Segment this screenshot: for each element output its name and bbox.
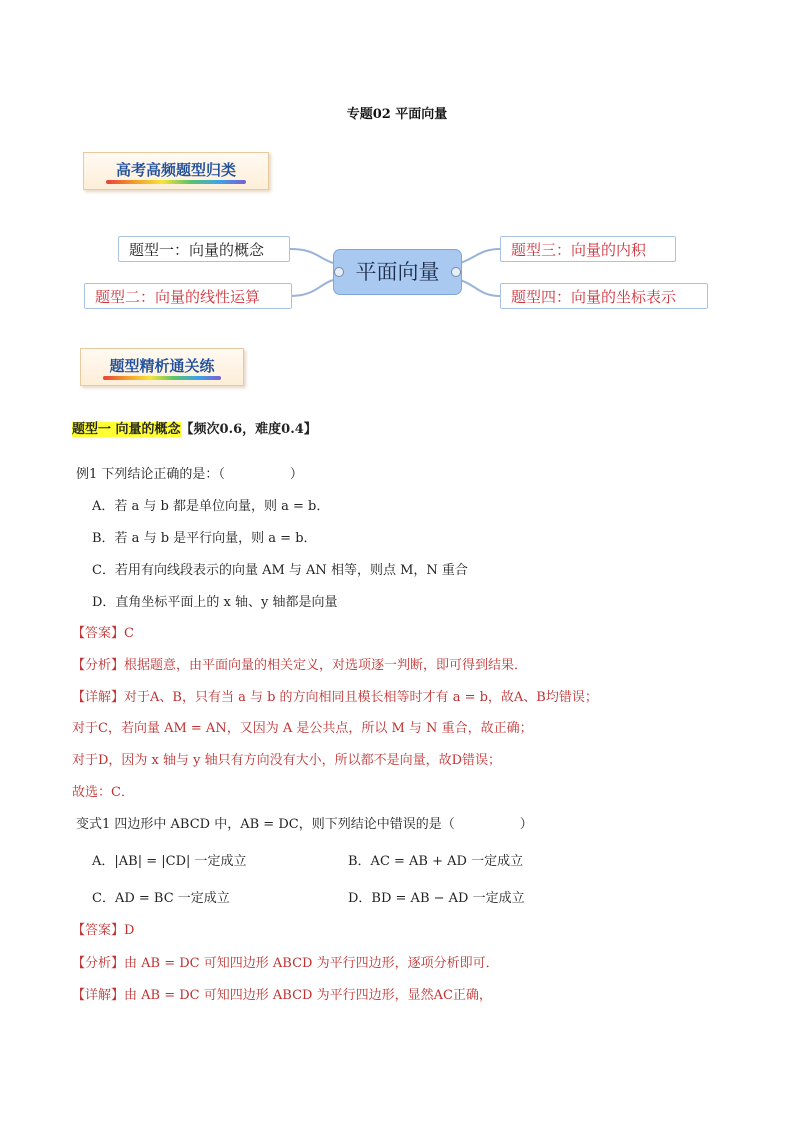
detail-line-5 <box>72 987 492 1005</box>
collapse-right-icon <box>451 267 461 277</box>
section-heading <box>72 421 317 439</box>
answer-value: C <box>124 626 134 641</box>
section-label: 题型一 向量的概念 <box>72 422 181 437</box>
mindmap-center-node: 平面向量 <box>333 249 462 295</box>
mindmap-node-type1: 题型一：向量的概念 <box>118 236 290 262</box>
option-c: C．若用有向线段表示的向量 AM 与 AN 相等，则点 M，N 重合 <box>92 563 468 578</box>
detail-text: 对于A、B，只有当 a 与 b 的方向相同且模长相等时才有 a = b，故A、B均错误； <box>124 690 598 705</box>
mindmap-node-type2: 题型二：向量的线性运算 <box>84 283 292 309</box>
variant-option-a: A．|AB| = |CD| 一定成立 <box>92 854 247 869</box>
analysis-line <box>72 657 527 675</box>
variant-1-question: 变式1 四边形中 ABCD 中，AB = DC，则下列结论中错误的是（ ） <box>76 817 533 832</box>
rainbow-bar <box>103 376 221 380</box>
analysis-label: 【分析】 <box>72 956 125 971</box>
example-1-question: 例1 下列结论正确的是：（ ） <box>76 467 303 482</box>
variant-option-d: D．BD = AB − AD 一定成立 <box>348 891 525 906</box>
section-meta: 【频次0.6，难度0.4】 <box>180 422 317 437</box>
option-a: A．若 a 与 b 都是单位向量，则 a = b． <box>92 499 330 514</box>
answer-label: 【答案】 <box>72 923 125 938</box>
detail-label: 【详解】 <box>72 988 125 1003</box>
answer-value: D <box>124 923 135 938</box>
mindmap-node-type3: 题型三：向量的内积 <box>500 236 676 262</box>
detail-line-3: 对于D，因为 x 轴与 y 轴只有方向没有大小，所以都不是向量，故D错误； <box>72 753 502 768</box>
answer-label: 【答案】 <box>72 626 125 641</box>
banner-label: 高考高频题型归类 <box>115 161 236 179</box>
option-d: D．直角坐标平面上的 x 轴、y 轴都是向量 <box>92 595 338 610</box>
banner-label: 题型精析通关练 <box>109 357 215 375</box>
mindmap-node-type4: 题型四：向量的坐标表示 <box>500 283 708 309</box>
collapse-left-icon <box>334 267 344 277</box>
detail-text: 由 AB = DC 可知四边形 ABCD 为平行四边形，显然AC正确， <box>124 988 492 1003</box>
analysis-label: 【分析】 <box>72 658 125 673</box>
analysis-line-2 <box>72 955 499 973</box>
detail-line-2: 对于C，若向量 AM = AN，又因为 A 是公共点，所以 M 与 N 重合，故正确； <box>72 721 533 736</box>
option-b: B．若 a 与 b 是平行向量，则 a = b． <box>92 531 317 546</box>
answer-line <box>72 625 134 643</box>
detail-label: 【详解】 <box>72 690 125 705</box>
variant-option-b: B．AC = AB + AD 一定成立 <box>348 854 524 869</box>
banner-practice <box>80 348 244 386</box>
answer-line-2 <box>72 922 134 940</box>
analysis-text: 根据题意，由平面向量的相关定义，对选项逐一判断，即可得到结果． <box>124 658 528 673</box>
page-title: 专题02 平面向量 <box>346 107 448 122</box>
detail-line <box>72 689 598 707</box>
variant-option-c: C．AD = BC 一定成立 <box>92 891 230 906</box>
analysis-text: 由 AB = DC 可知四边形 ABCD 为平行四边形，逐项分析即可． <box>124 956 499 971</box>
detail-line-4: 故选：C． <box>72 785 134 800</box>
